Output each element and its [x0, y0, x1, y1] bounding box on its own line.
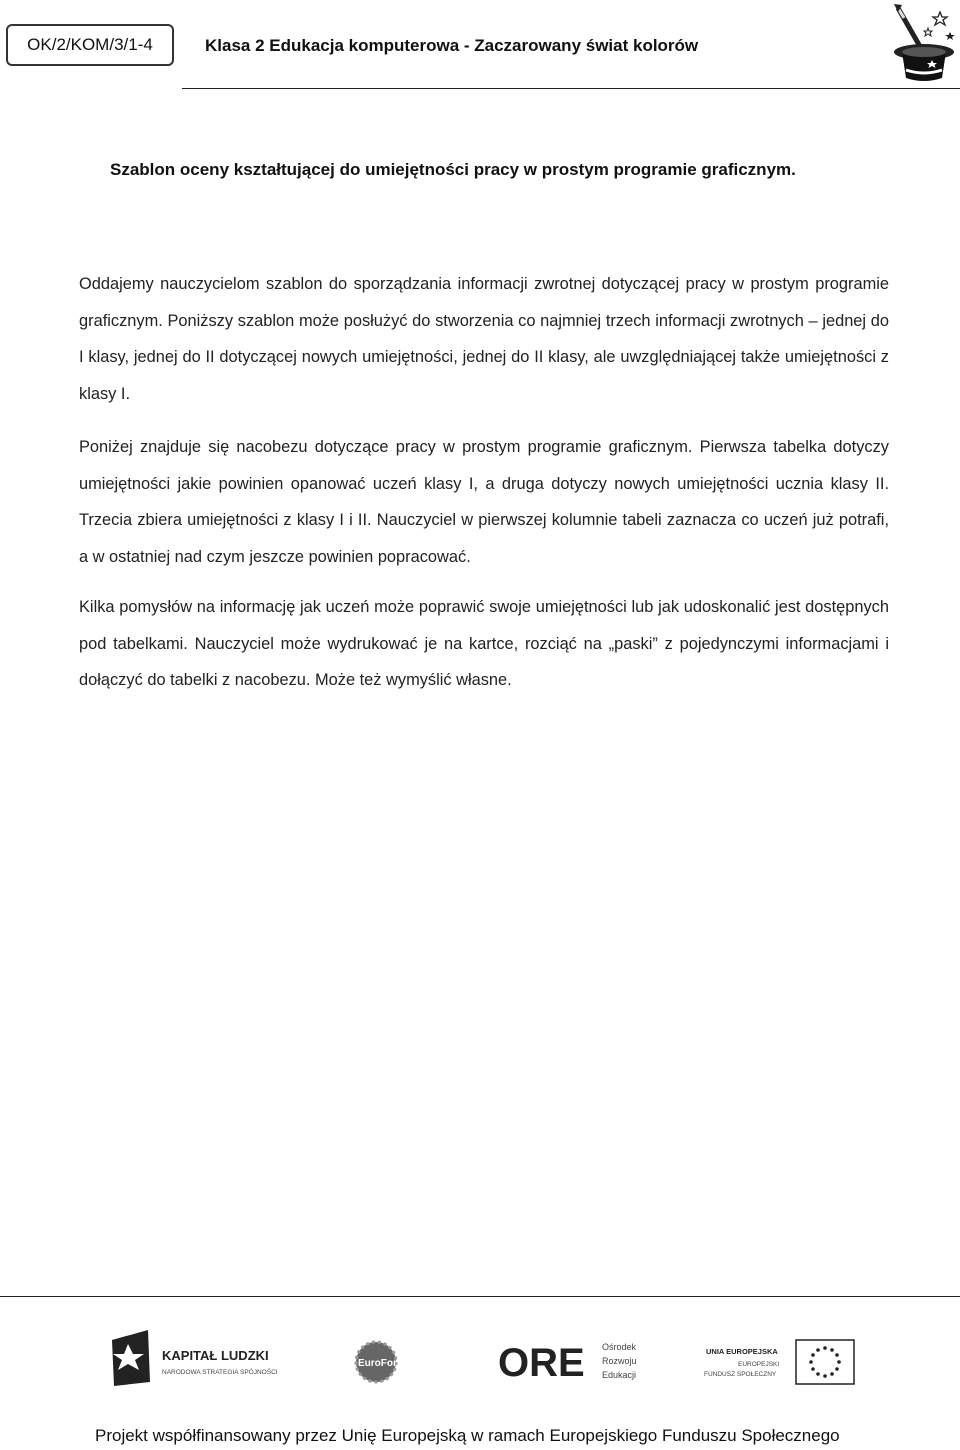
- document-code-box: [6, 24, 174, 66]
- ore-logo: [498, 1341, 637, 1385]
- kapital-ludzki-logo: [112, 1330, 278, 1386]
- document-code: OK/2/KOM/3/1-4: [27, 35, 153, 54]
- magic-hat-icon: [888, 2, 958, 84]
- euroforum-text: EuroForum: [358, 1358, 412, 1369]
- ore-line-1: Ośrodek: [602, 1342, 637, 1352]
- euroforum-logo: [356, 1342, 412, 1382]
- ore-line-3: Edukacji: [602, 1370, 637, 1380]
- eu-line-2: EUROPEJSKI: [738, 1361, 780, 1368]
- footer-logos: [0, 1320, 960, 1400]
- paragraph-intro: Oddajemy nauczycielom szablon do sporządzania informacji zwrotnej dotyczącej pracy w prostym programie graficznym. Poniższy szablon może posłużyć do stworzenia co najmniej trzech informacji zwrotnych – jednej do I klasy, jednej do II dotyczącej nowych umiejętności, jednej do II klasy, ale uwzględniającej także umiejętności z klasy I.: [79, 275, 889, 403]
- kapital-ludzki-title: KAPITAŁ LUDZKI: [162, 1348, 269, 1363]
- eu-title: UNIA EUROPEJSKA: [706, 1347, 778, 1356]
- document-title: Szablon oceny kształtującej do umiejętności pracy w prostym programie graficznym.: [110, 160, 796, 179]
- kapital-ludzki-subtitle: NARODOWA STRATEGIA SPÓJNOŚCI: [162, 1369, 278, 1376]
- header-divider: [182, 88, 960, 89]
- eu-logo: [704, 1340, 854, 1384]
- footer-funding-text: Projekt współfinansowany przez Unię Europejską w ramach Europejskiego Funduszu Społecznego: [95, 1426, 840, 1445]
- ore-text: ORE: [498, 1341, 585, 1385]
- eu-line-3: FUNDUSZ SPOŁECZNY: [704, 1371, 777, 1378]
- ore-line-2: Rozwoju: [602, 1356, 637, 1366]
- paragraph-nacobezu: Poniżej znajduje się nacobezu dotyczące pracy w prostym programie graficznym. Pierwsza tabelka dotyczy umiejętności jakie powinien opanować uczeń klasy I, a druga dotyczy nowych umiejętności ucznia klasy II. Trzecia zbiera umiejętności z klasy I i II. Nauczyciel w pierwszej kolumnie tabeli zaznacza co uczeń już potrafi, a w ostatniej nad czym jeszcze powinien popracować.: [79, 438, 889, 566]
- header-title: Klasa 2 Edukacja komputerowa - Zaczarowany świat kolorów: [205, 36, 699, 55]
- paragraph-ideas: Kilka pomysłów na informację jak uczeń może poprawić swoje umiejętności lub jak udoskonalić jest dostępnych pod tabelkami. Nauczyciel może wydrukować je na kartce, rozciąć na „paski” z pojedynczymi informacjami i dołączyć do tabelki z nacobezu. Może też wymyślić własne.: [79, 598, 889, 689]
- footer-divider: [0, 1296, 960, 1297]
